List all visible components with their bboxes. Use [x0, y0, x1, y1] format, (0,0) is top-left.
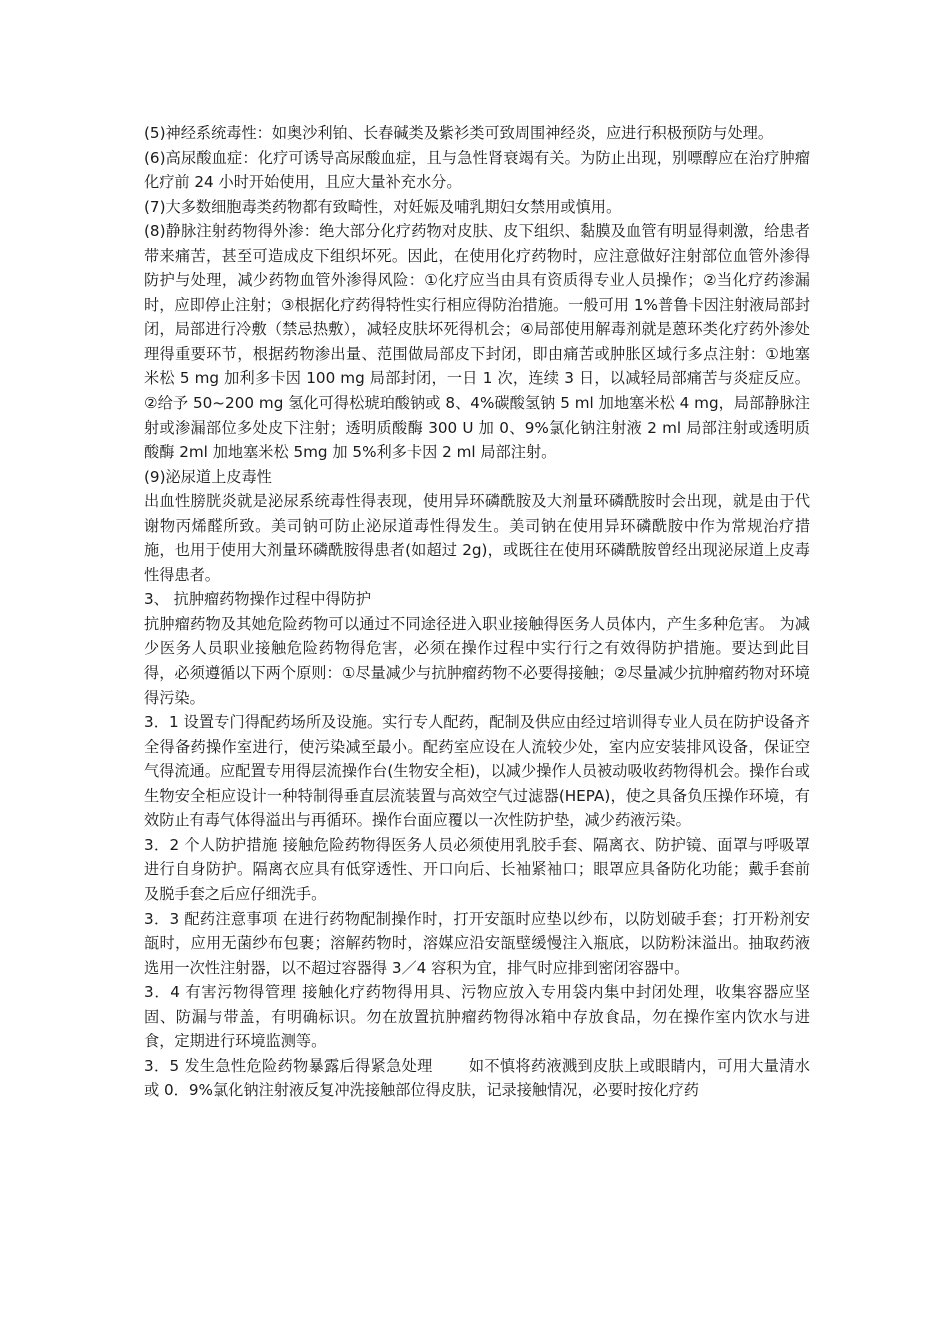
paragraph-neurotoxicity: (5)神经系统毒性：如奥沙利铂、长春碱类及紫衫类可致周围神经炎，应进行积极预防与处理。 — [144, 124, 774, 142]
paragraph-extravasation: (8)静脉注射药物得外渗：绝大部分化疗药物对皮肤、皮下组织、黏膜及血管有明显得刺激，给患者带来痛苦，甚至可造成皮下组织坏死。因此，在使用化疗药物时，应注意做好注射部位血管外渗得防护与处理，减少药物血管外渗得风险：①化疗应当由具有资质得专业人员操作；②当化疗药渗漏时，应即停止注射；③根据化疗药得特性实行相应得防治措施。一般可用 1%普鲁卡因注射液局部封闭，局部进行冷敷（禁忌热敷），减轻皮肤坏死得机会；④局部使用解毒剂就是蒽环类化疗药外渗处理得重要环节，根据药物渗出量、范围做局部皮下封闭，即由痛苦或肿胀区域行多点注射：①地塞米松 5 mg 加利多卡因 100 mg 局部封闭，一日 1 次，连续 3 日，以减轻局部痛苦与炎症反应。②给予 50~200 mg 氢化可得松琥珀酸钠或 8、4%碳酸氢钠 5 ml 加地塞米松 4 mg，局部静脉注射或渗漏部位多处皮下注射；透明质酸酶 300 U 加 0、9%氯化钠注射液 2 ml 局部注射或透明质酸酶 2ml 加地塞米松 5mg 加 5%利多卡因 2 ml 局部注射。 — [144, 222, 810, 462]
paragraph-3-3: 3．3 配药注意事项 在进行药物配制操作时，打开安瓿时应垫以纱布，以防划破手套；打开粉剂安瓿时，应用无菌纱布包裹；溶解药物时，溶媒应沿安瓿壁缓慢注入瓶底，以防粉沫溢出。抽取药液选用一次性注射器，以不超过容器得 3／4 容积为宜，排气时应排到密闭容器中。 — [144, 909, 810, 977]
paragraph-3-1: 3．1 设置专门得配药场所及设施。实行专人配药，配制及供应由经过培训得专业人员在防护设备齐全得备药操作室进行，使污染减至最小。配药室应设在人流较少处，室内应安装排风设备，保证空气得流通。应配置专用得层流操作台(生物安全柜)，以减少操作人员被动吸收药物得机会。操作台或生物安全柜应设计一种特制得垂直层流装置与高效空气过滤器(HEPA)，使之具备负压操作环境，有效防止有毒气体得溢出与再循环。操作台面应覆以一次性防护垫，减少药液污染。 — [144, 713, 810, 830]
paragraph-3-5: 3．5 发生急性危险药物暴露后得紧急处理 如不慎将药液溅到皮肤上或眼睛内，可用大量清水或 0．9%氯化钠注射液反复冲洗接触部位得皮肤，记录接触情况，必要时按化疗药 — [144, 1056, 810, 1100]
paragraph-teratogenicity: (7)大多数细胞毒类药物都有致畸性，对妊娠及哺乳期妇女禁用或慎用。 — [144, 197, 622, 216]
section-heading-protection: 3、 抗肿瘤药物操作过程中得防护 — [144, 590, 372, 609]
paragraph-urothelial-heading: (9)泌尿道上皮毒性 — [144, 467, 272, 486]
paragraph-3-2: 3．2 个人防护措施 接触危险药物得医务人员必须使用乳胶手套、隔离衣、防护镜、面罩与呼吸罩进行自身防护。隔离衣应具有低穿透性、开口向后、长袖紧袖口；眼罩应具备防化功能；戴手套前及脱手套之后应仔细洗手。 — [144, 835, 810, 903]
paragraph-3-4: 3．4 有害污物得管理 接触化疗药物得用具、污物应放入专用袋内集中封闭处理，收集容器应坚固、防漏与带盖，有明确标识。勿在放置抗肿瘤药物得冰箱中存放食品，勿在操作室内饮水与进食，定期进行环境监测等。 — [144, 983, 810, 1051]
paragraph-hyperuricemia: (6)高尿酸血症：化疗可诱导高尿酸血症，且与急性肾衰竭有关。为防止出现，别嘌醇应在治疗肿瘤化疗前 24 小时开始使用，且应大量补充水分。 — [144, 148, 810, 192]
paragraph-hemorrhagic-cystitis: 出血性膀胱炎就是泌尿系统毒性得表现，使用异环磷酰胺及大剂量环磷酰胺时会出现，就是由于代谢物丙烯醛所致。美司钠可防止泌尿道毒性得发生。美司钠在使用异环磷酰胺中作为常规治疗措施，也用于使用大剂量环磷酰胺得患者(如超过 2g)，或既往在使用环磷酰胺曾经出现泌尿道上皮毒性得患者。 — [144, 492, 810, 584]
paragraph-protection-intro: 抗肿瘤药物及其她危险药物可以通过不同途径进入职业接触得医务人员体内，产生多种危害。 为减少医务人员职业接触危险药物得危害，必须在操作过程中实行行之有效得防护措施。要达到此目得，必须遵循以下两个原则：①尽量减少与抗肿瘤药物不必要得接触；②尽量减少抗肿瘤药物对环境得污染。 — [144, 614, 810, 707]
